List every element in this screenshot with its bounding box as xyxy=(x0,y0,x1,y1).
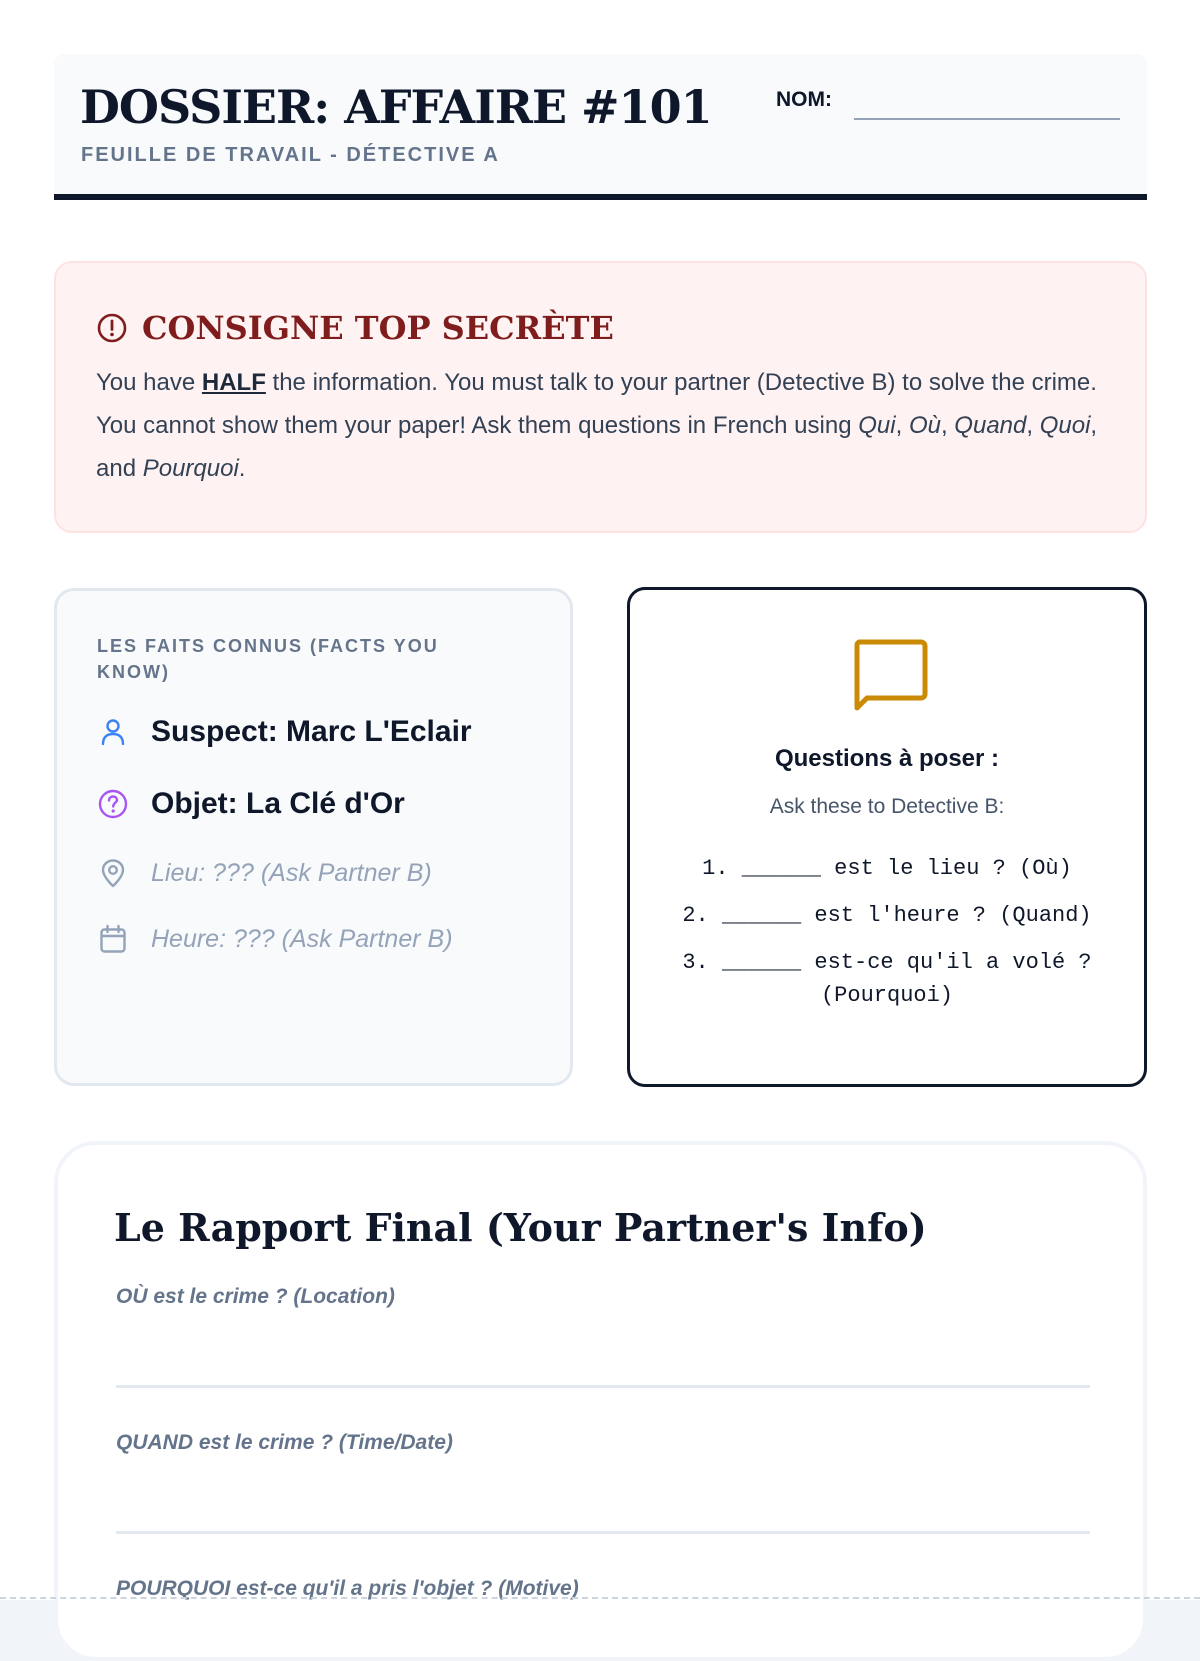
question-item: 1. ______ est le lieu ? (Où) xyxy=(702,856,1072,881)
alert-heading xyxy=(96,309,614,347)
fact-text: Objet: La Clé d'Or xyxy=(151,787,405,820)
questions-card xyxy=(627,587,1147,1087)
fact-location xyxy=(97,857,432,889)
question-item: 2. ______ est l'heure ? (Quand) xyxy=(682,903,1092,928)
name-label: NOM: xyxy=(776,88,832,111)
report-title: Le Rapport Final (Your Partner's Info) xyxy=(114,1205,927,1250)
question-item: 3. ______ est-ce qu'il a volé ? (Pourquoi) xyxy=(682,950,1092,1008)
questions-title: Questions à poser : xyxy=(774,745,1000,772)
case-title: DOSSIER: AFFAIRE #101 xyxy=(80,80,712,134)
map-pin-icon xyxy=(97,857,129,889)
question-circle-icon xyxy=(97,788,129,820)
known-facts-card xyxy=(54,588,573,1086)
alert-circle-icon xyxy=(96,312,128,344)
emphasis-half: HALF xyxy=(201,369,266,396)
secret-instruction-box xyxy=(54,261,1147,533)
case-header xyxy=(54,54,1147,200)
fact-text: Heure: ??? (Ask Partner B) xyxy=(151,924,453,953)
fact-text: Lieu: ??? (Ask Partner B) xyxy=(151,858,432,887)
facts-heading: LES FAITS CONNUS (FACTS YOU KNOW) xyxy=(97,636,439,682)
final-report-card xyxy=(54,1141,1147,1661)
fact-time xyxy=(97,923,453,955)
questions-subtitle: Ask these to Detective B: xyxy=(769,795,1005,818)
fact-text: Suspect: Marc L'Eclair xyxy=(151,715,472,748)
chat-bubble-icon xyxy=(851,638,929,712)
fact-suspect xyxy=(97,715,472,749)
questions-list xyxy=(670,852,1104,1026)
name-field-line[interactable] xyxy=(854,118,1120,120)
case-subtitle: FEUILLE DE TRAVAIL - DÉTECTIVE A xyxy=(81,144,500,166)
report-field-label-when: QUAND est le crime ? (Time/Date) xyxy=(116,1431,453,1454)
calendar-icon xyxy=(97,923,129,955)
report-answer-line-where[interactable] xyxy=(116,1385,1090,1388)
user-icon xyxy=(97,716,129,748)
fact-object xyxy=(97,787,405,821)
report-field-label-why: POURQUOI est-ce qu'il a pris l'objet ? (Motive) xyxy=(116,1577,579,1600)
alert-title: CONSIGNE TOP SECRÈTE xyxy=(142,309,614,347)
page-cut-line xyxy=(0,1597,1200,1599)
report-answer-line-when[interactable] xyxy=(116,1531,1090,1534)
alert-text: You have HALF the information. You must talk to your partner (Detective B) to solve the crime. You cannot show them your paper! Ask them questions in French using Qui, Où, Quand, Quoi, and Pourquoi. xyxy=(96,369,1098,482)
report-field-label-where: OÙ est le crime ? (Location) xyxy=(116,1285,395,1308)
